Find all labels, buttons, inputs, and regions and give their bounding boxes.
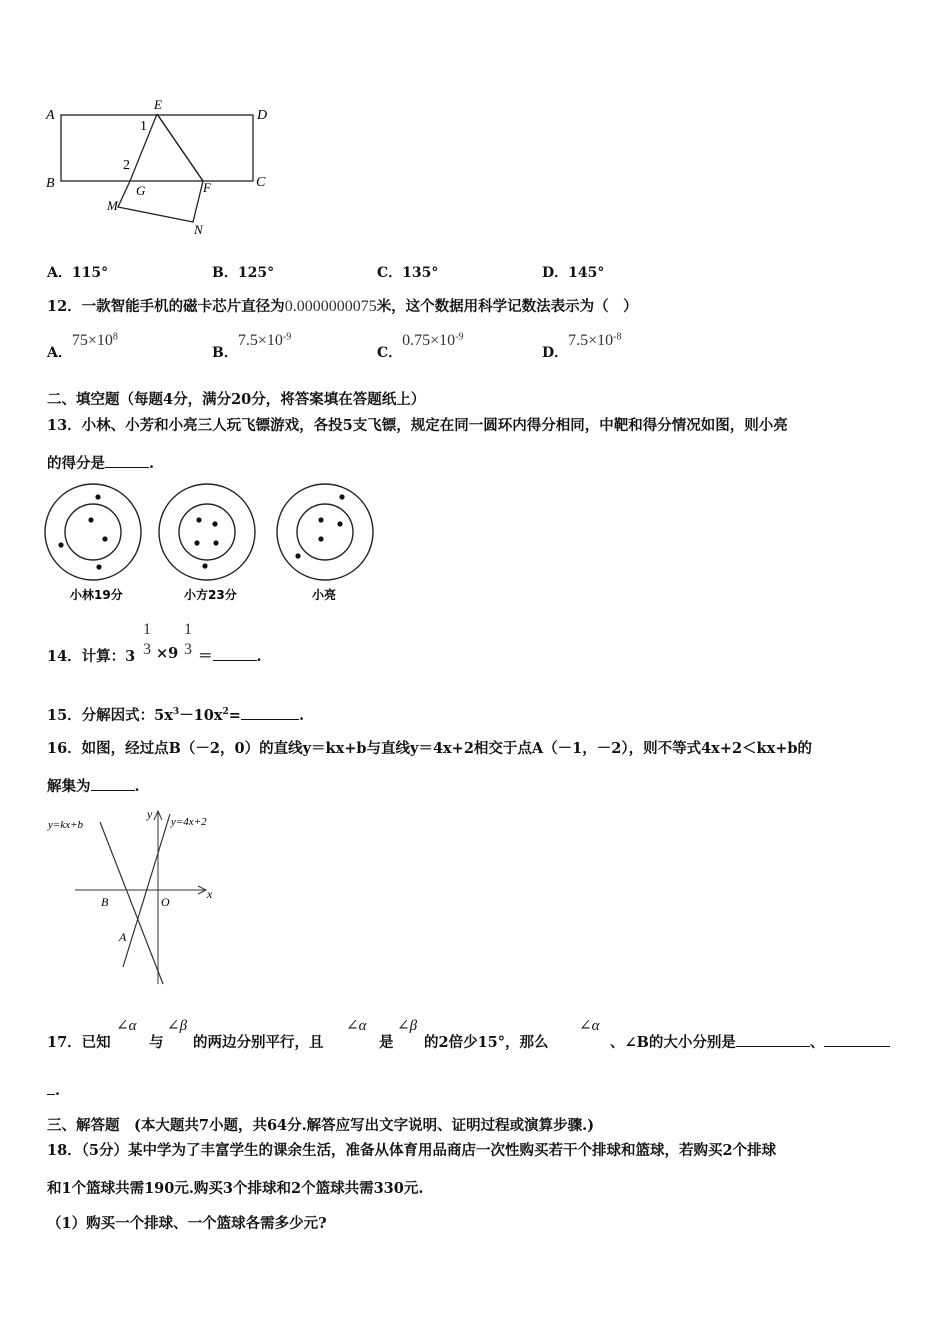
label-y: y [147,807,153,821]
label-A: A [46,108,55,123]
label-D: D [257,108,268,123]
label-y-kx-b: y=kx+b [48,819,83,831]
dart-dot [194,540,199,545]
target-label-xiaolin: 小林19分 [70,588,123,602]
q17-part-2: 与 [149,1034,164,1051]
label-point-B: B [101,895,109,909]
q11-option-d[interactable]: D．145° [542,265,605,281]
label-F: F [203,180,211,195]
q17-alpha-1: ∠α [116,1018,137,1034]
dart-dot [102,536,107,541]
angle-1-label: 1 [140,119,147,134]
label-C: C [256,175,266,190]
dart-dot [58,542,63,547]
q13-line-2: 的得分是 . [47,455,155,472]
q12-option-a[interactable]: A．$75\times 10^8$ [47,331,118,361]
dart-dot [95,494,100,499]
line-kx-b [100,822,163,984]
dart-dot [295,553,300,558]
target-xiaoliang [277,484,373,580]
dart-dot [337,521,342,526]
q14-fraction-1: 1 3 [143,621,151,658]
q18-line-1: 18．（5分）某中学为了丰富学生的课余生活，准备从体育用品商店一次性购买若干个排球和篮球，若购买2个排球 [47,1142,777,1159]
dart-dot [318,536,323,541]
q11-geometry-figure [40,95,280,245]
q17-part-5: 的2倍少15°，那么 [424,1034,549,1051]
rectangle-abcd [61,115,253,181]
dart-dot [196,517,201,522]
label-M: M [107,198,118,213]
q17-part-4: 是 [379,1034,394,1051]
dart-dot [212,521,217,526]
q17-part-6: 、∠B的大小分别是 、 [610,1031,890,1052]
dart-dot [202,563,207,568]
q17-beta-2: ∠β [397,1018,418,1034]
dart-dot [88,517,93,522]
q14-answer-blank[interactable] [213,646,257,661]
section-2-title: 二、填空题（每题4分，满分20分，将答案填在答题纸上） [47,391,426,408]
q16-line-2: 解集为 . [47,778,140,795]
q11-option-a[interactable]: A．115° [47,265,109,281]
q13-line-1: 13．小林、小芳和小亮三人玩飞镖游戏，各投5支飞镖，规定在同一圆环内得分相同，中靶和得分情况如图，则小亮 [47,417,788,434]
q12-option-b[interactable]: B．$7.5\times 10^{-9}$ [212,331,292,361]
q17-beta-1: ∠β [167,1018,188,1034]
q14-times: ×9 [156,645,179,662]
q12-option-d[interactable]: D．$7.5\times 10^{-8}$ [542,331,622,361]
label-N: N [194,222,203,237]
section-3-title: 三、解答题 (本大题共7小题，共64分.解答应写出文字说明、证明过程或演算步骤.) [47,1117,595,1134]
label-y-4x-2: y=4x+2 [171,816,207,828]
q14-fraction-2: 1 3 [184,621,192,658]
q17-answer-blank-1[interactable] [736,1032,810,1047]
q12-stem: 12．一款智能手机的磁卡芯片直径为0.0000000075米，这个数据用科学记数法表示为（ ） [47,298,638,315]
q18-sub-1: （1）购买一个排球、一个篮球各需多少元? [47,1215,327,1232]
q15-stem: 15．分解因式：$5x^3-10x^2=$ . [47,707,304,724]
q14-stem: 14．计算：3 [47,648,136,665]
target-label-xiaoliang: 小亮 [312,588,337,602]
dart-dot [213,540,218,545]
triangle-paper [118,114,203,222]
q11-option-b[interactable]: B．125° [212,265,275,281]
dart-dot [339,494,344,499]
q17-answer-blank-2[interactable] [824,1032,890,1047]
q13-dart-targets [40,480,385,605]
q12-option-c[interactable]: C．$0.75\times 10^{-9}$ [377,331,464,361]
label-origin-O: O [161,895,170,909]
dart-dot [96,564,101,569]
q18-line-2: 和1个篮球共需190元.购买3个排球和2个篮球共需330元. [47,1180,424,1197]
segment-ef [157,114,203,181]
label-B: B [46,176,55,191]
q17-part-3: 的两边分别平行，且 [193,1034,324,1051]
q11-option-c[interactable]: C．135° [377,265,439,281]
q13-answer-blank[interactable] [105,453,149,468]
q15-answer-blank[interactable] [241,705,299,720]
target-label-xiaofang: 小方23分 [184,588,237,602]
q17-part-1: 17．已知 [47,1034,111,1051]
q16-graph [45,802,235,992]
label-G: G [136,183,146,198]
q14-answer: ＝ . [198,648,262,665]
q17-end: . [47,1080,60,1099]
q17-alpha-2: ∠α [346,1018,367,1034]
q17-alpha-3: ∠α [579,1018,600,1034]
angle-2-label: 2 [123,158,130,173]
q16-answer-blank[interactable] [91,776,135,791]
target-xiaolin [45,484,141,580]
label-E: E [154,97,162,112]
target-xiaofang [159,484,255,580]
dart-dot [318,517,323,522]
label-point-A: A [119,930,127,944]
label-x: x [207,887,213,901]
q16-line-1: 16．如图，经过点B（－2，0）的直线y＝kx+b与直线y＝4x+2相交于点A（－1，－2），则不等式4x+2＜kx+b的 [47,740,813,757]
